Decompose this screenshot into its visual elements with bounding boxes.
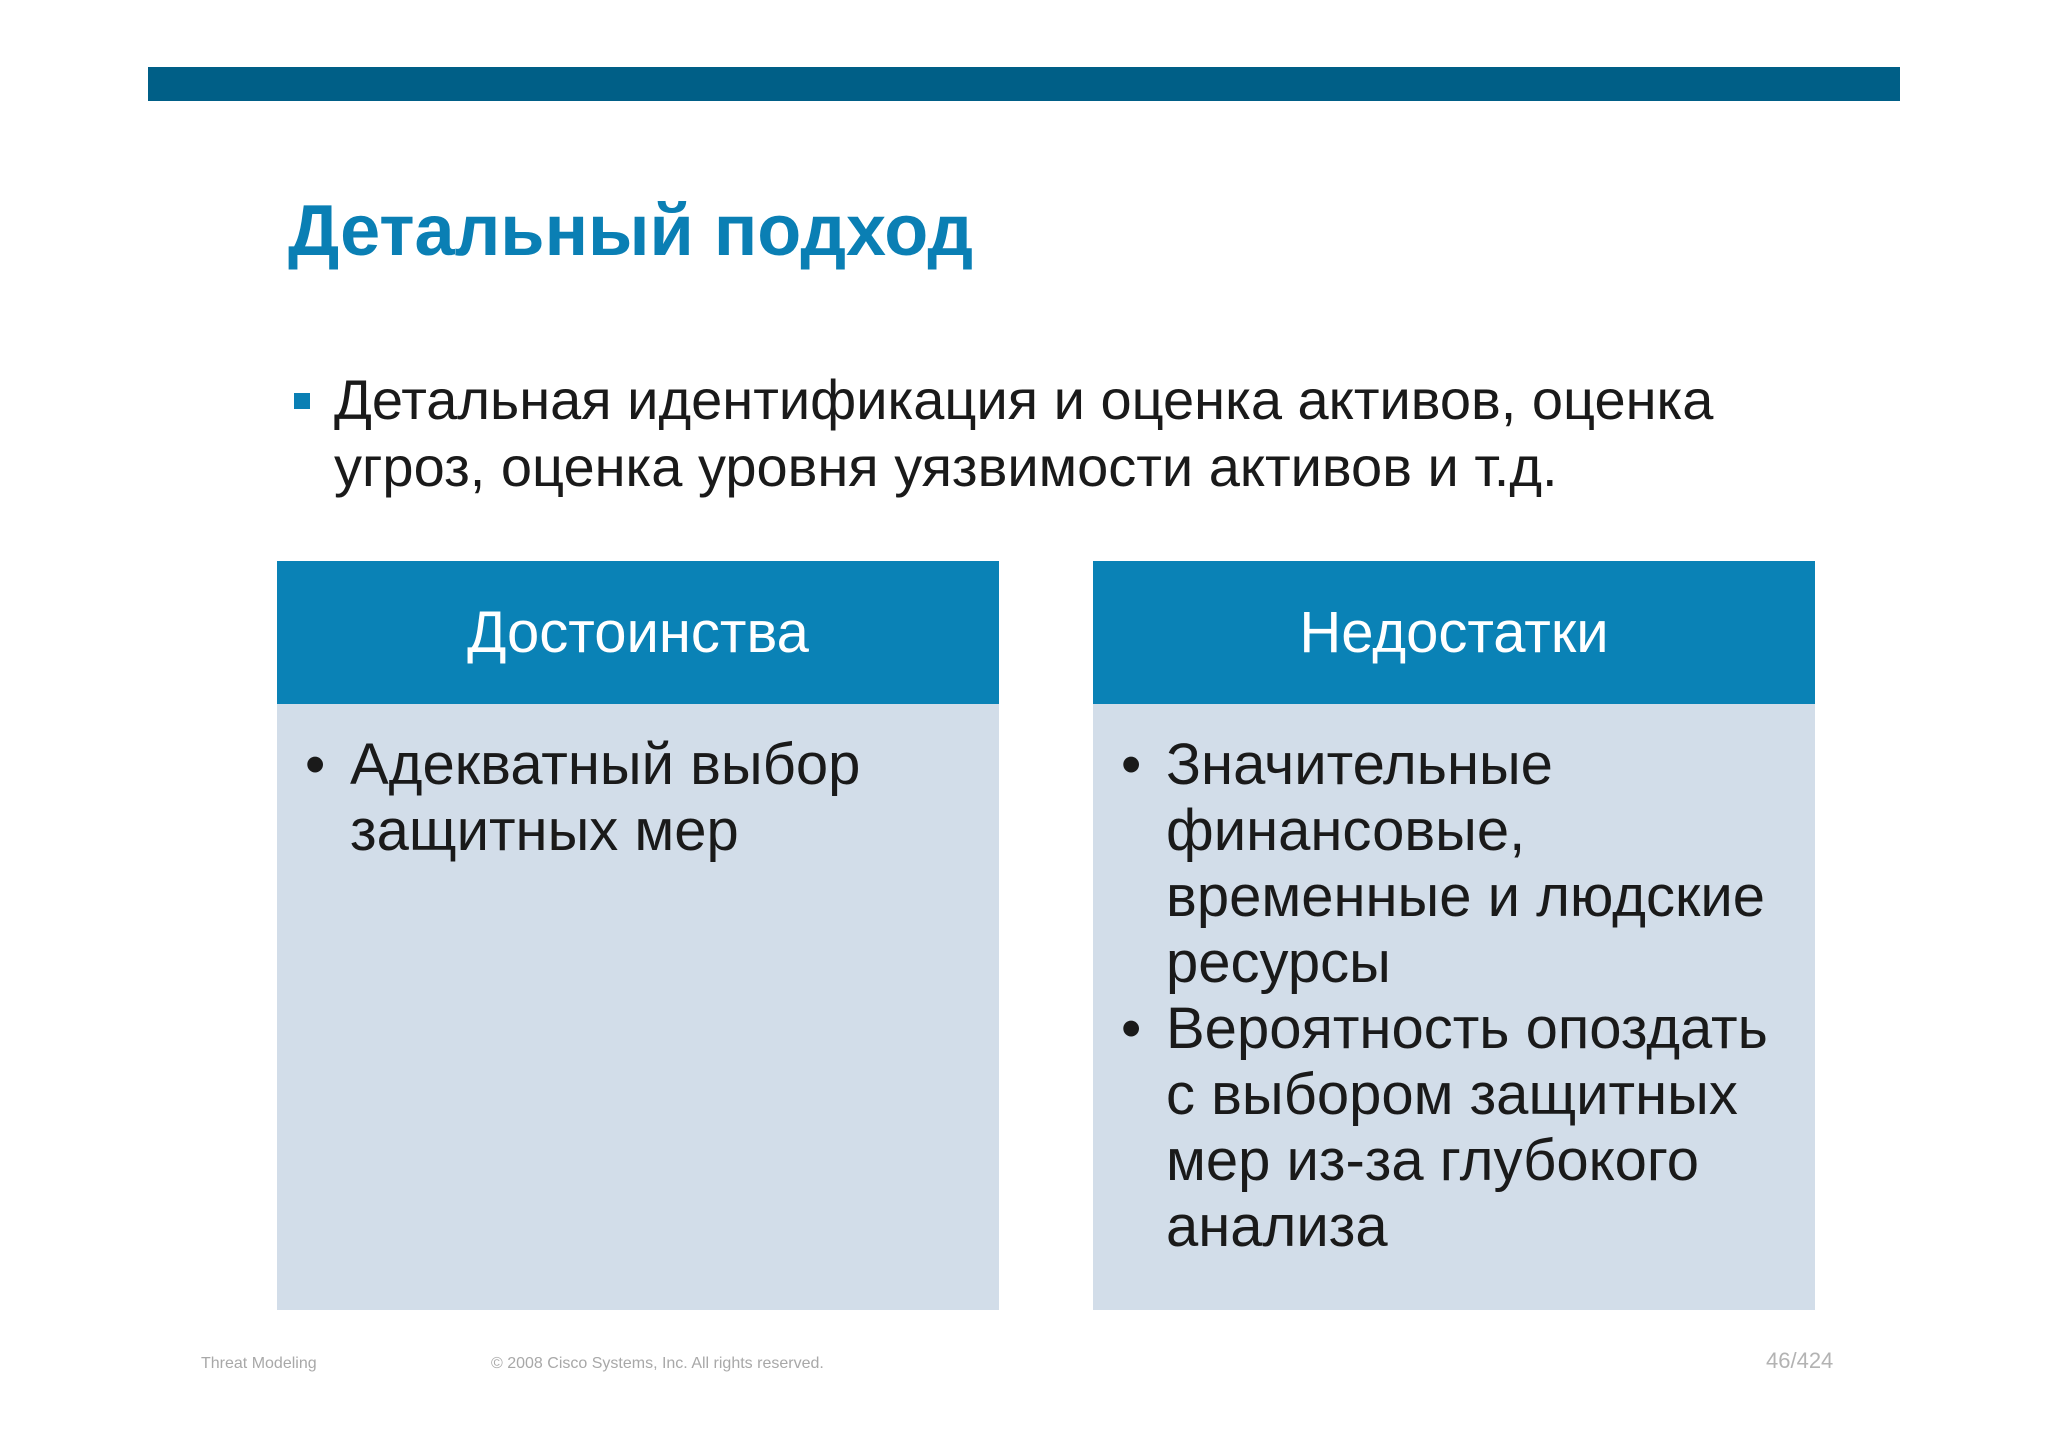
footer-copyright: © 2008 Cisco Systems, Inc. All rights reserved.: [491, 1355, 824, 1372]
advantages-panel: [277, 561, 999, 1310]
footer-course: Threat Modeling: [201, 1355, 317, 1372]
advantages-list: [277, 704, 999, 864]
list-item: • Адекватный выбор защитных мер: [277, 732, 979, 864]
advantages-header-label: Достоинства: [467, 600, 809, 665]
slide-title: Детальный подход: [288, 191, 974, 271]
advantages-header: [277, 561, 999, 704]
list-item: • Вероятность опоздать с выбором защитных мер из-за глубокого анализа: [1093, 996, 1795, 1260]
disadvantages-panel: [1093, 561, 1815, 1310]
disadvantages-header-label: Недостатки: [1299, 600, 1609, 665]
disadvantages-list: [1093, 704, 1815, 1260]
list-item: • Значительные финансовые, временные и людские ресурсы: [1093, 732, 1795, 996]
page-number: 46/424: [1766, 1348, 1834, 1373]
top-accent-bar: [148, 67, 1900, 101]
square-bullet-icon: [294, 393, 310, 409]
disadvantages-header: [1093, 561, 1815, 704]
main-bullet-text: Детальная идентификация и оценка активов, оценка угроз, оценка уровня уязвимости активов и т.д.: [334, 368, 1714, 498]
